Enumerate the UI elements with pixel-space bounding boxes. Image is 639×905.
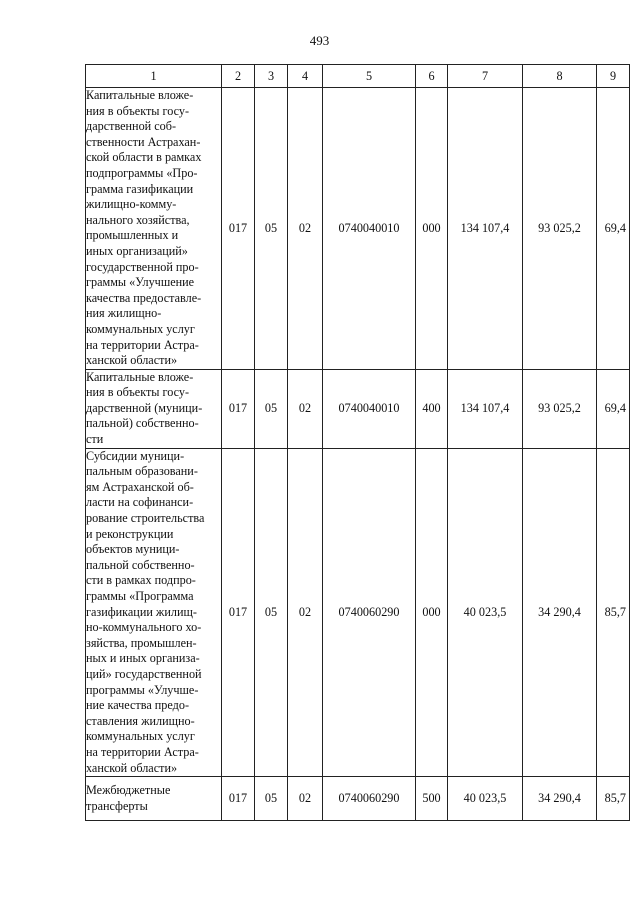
description-line: качества предоставле- bbox=[86, 290, 202, 305]
column-header-5: 5 bbox=[323, 65, 416, 88]
cell-section: 05 bbox=[255, 448, 288, 776]
cell-planned-amount: 134 107,4 bbox=[448, 88, 523, 370]
description-line: ственности Астрахан- bbox=[86, 134, 201, 149]
description-line: ской области в рамках bbox=[86, 150, 202, 165]
description-line: пальной собственно- bbox=[86, 557, 195, 572]
description-line: Капитальные вложе- bbox=[86, 369, 194, 384]
description-line: сти bbox=[86, 432, 104, 447]
row-description bbox=[86, 88, 222, 370]
cell-subsection: 02 bbox=[288, 369, 323, 448]
description-line: программы «Улучше- bbox=[86, 682, 199, 697]
cell-percent: 69,4 bbox=[597, 369, 630, 448]
description-line: трансферты bbox=[86, 798, 148, 813]
cell-percent: 85,7 bbox=[597, 448, 630, 776]
table-row bbox=[86, 777, 630, 821]
page-number: 493 bbox=[309, 33, 330, 48]
cell-section: 05 bbox=[255, 369, 288, 448]
cell-expense-type: 000 bbox=[416, 88, 448, 370]
description-line: пальным образовани- bbox=[86, 464, 198, 479]
description-line: Субсидии муници- bbox=[86, 448, 185, 463]
description-line: ханской области» bbox=[86, 353, 178, 368]
description-line: граммы «Программа bbox=[86, 589, 194, 603]
cell-target-article: 0740060290 bbox=[323, 777, 416, 821]
cell-subsection: 02 bbox=[288, 777, 323, 821]
cell-planned-amount: 134 107,4 bbox=[448, 369, 523, 448]
cell-actual-amount: 93 025,2 bbox=[523, 369, 597, 448]
description-line: государственной про- bbox=[86, 259, 199, 274]
cell-target-article: 0740040010 bbox=[323, 369, 416, 448]
description-line: ния в объекты госу- bbox=[86, 103, 190, 118]
description-line: коммунальных услуг bbox=[86, 729, 195, 744]
description-line: и реконструкции bbox=[86, 526, 174, 541]
description-line: дарственной соб- bbox=[86, 119, 177, 134]
cell-ministry-code: 017 bbox=[222, 448, 255, 776]
cell-section: 05 bbox=[255, 777, 288, 821]
description-line: ласти на софинанси- bbox=[86, 495, 194, 510]
description-line: ных и иных организа- bbox=[86, 651, 200, 666]
budget-table bbox=[85, 64, 630, 821]
description-line: Межбюджетные bbox=[86, 783, 171, 798]
description-line: объектов муници- bbox=[86, 542, 180, 557]
column-header-3: 3 bbox=[255, 65, 288, 88]
column-header-9: 9 bbox=[597, 65, 630, 88]
description-line: ния в объекты госу- bbox=[86, 385, 190, 400]
description-line: промышленных и bbox=[86, 228, 179, 243]
description-line: граммы «Улучшение bbox=[86, 275, 195, 290]
column-header-8: 8 bbox=[523, 65, 597, 88]
description-line: грамма газификации bbox=[86, 181, 194, 196]
description-line: рование строительства bbox=[86, 511, 205, 526]
description-line: на территории Астра- bbox=[86, 337, 199, 352]
cell-subsection: 02 bbox=[288, 88, 323, 370]
description-line: на территории Астра- bbox=[86, 744, 199, 759]
column-header-6: 6 bbox=[416, 65, 448, 88]
cell-subsection: 02 bbox=[288, 448, 323, 776]
cell-expense-type: 500 bbox=[416, 777, 448, 821]
row-description bbox=[86, 448, 222, 776]
description-line: ние качества предо- bbox=[86, 698, 190, 713]
description-line: ций» государственной bbox=[86, 666, 202, 681]
column-header-7: 7 bbox=[448, 65, 523, 88]
table-row bbox=[86, 88, 630, 370]
row-description bbox=[86, 777, 222, 821]
description-line: ставления жилищно- bbox=[86, 713, 195, 728]
column-header-4: 4 bbox=[288, 65, 323, 88]
description-line: газификации жилищ- bbox=[86, 604, 197, 619]
cell-percent: 85,7 bbox=[597, 777, 630, 821]
cell-actual-amount: 34 290,4 bbox=[523, 448, 597, 776]
cell-section: 05 bbox=[255, 88, 288, 370]
description-line: жилищно-комму- bbox=[86, 197, 177, 212]
description-line: ханской области» bbox=[86, 760, 178, 775]
cell-planned-amount: 40 023,5 bbox=[448, 448, 523, 776]
cell-expense-type: 400 bbox=[416, 369, 448, 448]
header-row bbox=[86, 65, 630, 88]
table-row bbox=[86, 369, 630, 448]
description-line: нального хозяйства, bbox=[86, 212, 190, 227]
cell-ministry-code: 017 bbox=[222, 777, 255, 821]
description-line: Капитальные вложе- bbox=[86, 88, 194, 102]
description-line: подпрограммы «Про- bbox=[86, 165, 198, 180]
description-line: пальной) собственно- bbox=[86, 416, 199, 431]
cell-actual-amount: 93 025,2 bbox=[523, 88, 597, 370]
cell-ministry-code: 017 bbox=[222, 88, 255, 370]
description-line: иных организаций» bbox=[86, 243, 188, 258]
cell-planned-amount: 40 023,5 bbox=[448, 777, 523, 821]
description-line: коммунальных услуг bbox=[86, 321, 195, 336]
description-line: сти в рамках подпро- bbox=[86, 573, 196, 588]
cell-ministry-code: 017 bbox=[222, 369, 255, 448]
table-row bbox=[86, 448, 630, 776]
cell-expense-type: 000 bbox=[416, 448, 448, 776]
column-header-1: 1 bbox=[86, 65, 222, 88]
cell-percent: 69,4 bbox=[597, 88, 630, 370]
cell-actual-amount: 34 290,4 bbox=[523, 777, 597, 821]
cell-target-article: 0740060290 bbox=[323, 448, 416, 776]
description-line: зяйства, промышлен- bbox=[86, 635, 197, 650]
row-description bbox=[86, 369, 222, 448]
column-header-2: 2 bbox=[222, 65, 255, 88]
description-line: но-коммунального хо- bbox=[86, 620, 202, 635]
description-line: ям Астраханской об- bbox=[86, 479, 194, 494]
description-line: ния жилищно- bbox=[86, 306, 162, 321]
table-body bbox=[86, 88, 630, 821]
cell-target-article: 0740040010 bbox=[323, 88, 416, 370]
description-line: дарственной (муници- bbox=[86, 400, 203, 415]
